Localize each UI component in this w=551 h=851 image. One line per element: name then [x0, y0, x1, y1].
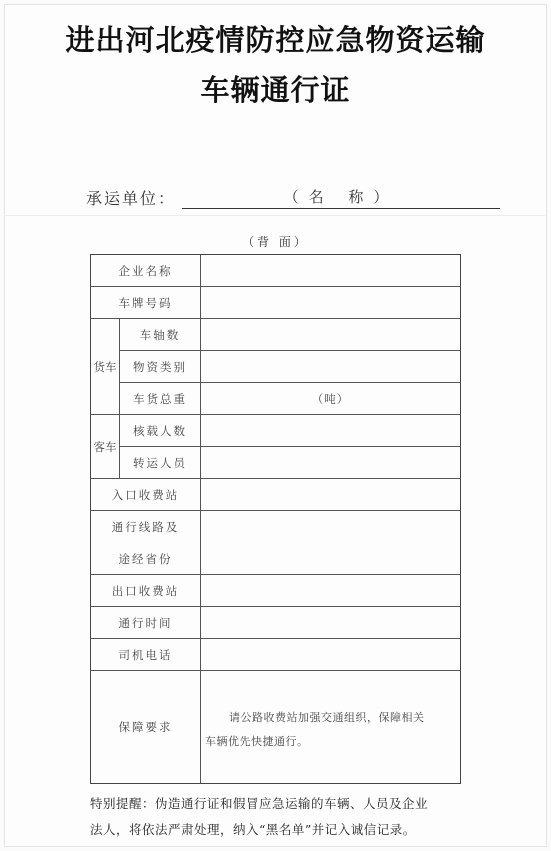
weight-unit: （吨） [311, 391, 350, 406]
carrier-label: 承运单位： [86, 189, 177, 208]
transport-personnel-label: 转运人员 [133, 455, 187, 470]
back-side-label: （背 面） [242, 235, 309, 249]
axle-count-label: 车轴数 [139, 327, 181, 342]
truck-group-label: 货车 [93, 359, 117, 374]
travel-time-label: 通行时间 [118, 615, 173, 630]
route-label-line1: 通行线路及 [111, 520, 180, 534]
page-divider [4, 215, 545, 216]
document-title-line2: 车辆通行证 [200, 73, 351, 107]
carrier-underline [182, 208, 500, 209]
exit-toll-station-label: 出口收费站 [111, 583, 180, 598]
notice-line1: 特别提醒：伪造通行证和假冒应急运输的车辆、人员及企业 [90, 796, 429, 811]
gross-weight-label: 车货总重 [133, 391, 187, 406]
guarantee-text-line1: 请公路收费站加强交通组织，保障相关 [229, 711, 425, 724]
guarantee-text-line2: 车辆优先快捷通行。 [205, 735, 309, 748]
document-title-line1: 进出河北疫情防控应急物资运输 [65, 23, 486, 57]
driver-phone-label: 司机电话 [118, 647, 173, 662]
route-label-line2: 途经省份 [118, 551, 173, 566]
bus-group-label: 客车 [93, 439, 117, 454]
pass-form-table [90, 254, 461, 784]
company-name-label: 企业名称 [118, 263, 173, 278]
passenger-capacity-label: 核载人数 [133, 423, 187, 438]
plate-number-label: 车牌号码 [118, 295, 173, 310]
cargo-type-label: 物资类别 [133, 359, 187, 374]
guarantee-requirement-label: 保障要求 [118, 720, 173, 734]
label-column-divider [200, 255, 201, 783]
carrier-name-hint: （名 称） [283, 188, 399, 206]
notice-line2: 法人，将依法严肃处理，纳入“黑名单”并记入诚信记录。 [90, 822, 416, 837]
entry-toll-station-label: 入口收费站 [111, 487, 180, 502]
